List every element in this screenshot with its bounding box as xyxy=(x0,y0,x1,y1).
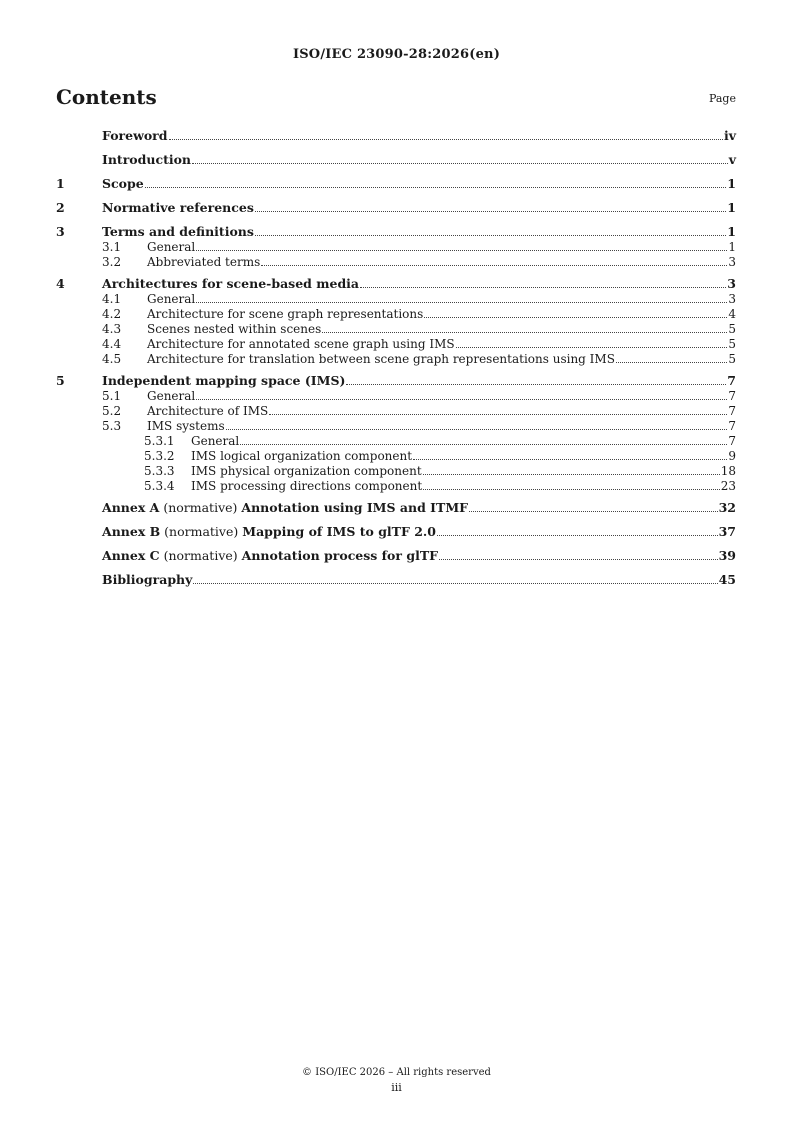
dot-leader xyxy=(346,384,726,385)
dot-leader xyxy=(193,583,717,584)
dot-leader xyxy=(169,139,723,140)
toc-entry-page: iv xyxy=(723,128,736,143)
toc-entry[interactable] xyxy=(56,480,736,492)
toc-entry-number: 2 xyxy=(56,200,65,215)
toc-entry-page: 3 xyxy=(728,255,736,269)
dot-leader xyxy=(240,444,727,445)
annex-title: Annotation using IMS and ITMF xyxy=(241,500,469,515)
toc-entry[interactable] xyxy=(56,405,736,417)
toc-entry-title: Introduction xyxy=(102,152,192,167)
toc-entry-number: 5.2 xyxy=(102,404,122,418)
toc-entry-number: 5 xyxy=(56,373,65,388)
toc-entry-title: IMS physical organization component xyxy=(191,464,422,478)
toc-entry[interactable] xyxy=(56,501,736,514)
toc-entry-title: Architectures for scene-based media xyxy=(102,276,360,291)
dot-leader xyxy=(616,362,727,363)
toc-entry-page: 1 xyxy=(727,176,736,191)
toc-entry-title: Abbreviated terms xyxy=(147,255,261,269)
toc-entry-number: 3.1 xyxy=(102,240,122,254)
toc-entry-page: 18 xyxy=(720,464,736,478)
toc-entry-page: 5 xyxy=(728,352,736,366)
toc-entry-page: 37 xyxy=(718,524,736,539)
toc-entry-page: 7 xyxy=(728,389,736,403)
annex-type: (normative) xyxy=(159,548,242,563)
toc-entry[interactable] xyxy=(56,201,736,214)
toc-entry[interactable] xyxy=(56,129,736,142)
dot-leader xyxy=(424,317,727,318)
dot-leader xyxy=(261,265,727,266)
page-column-label: Page xyxy=(708,92,736,105)
toc-entry[interactable] xyxy=(56,525,736,538)
annex-label: Annex B xyxy=(102,524,161,539)
toc-entry-number: 4.4 xyxy=(102,337,122,351)
toc-entry-page: 32 xyxy=(718,500,736,515)
toc-entry-title: Architecture for scene graph representations xyxy=(147,307,424,321)
annex-type: (normative) xyxy=(159,500,242,515)
toc-entry-page: 1 xyxy=(727,224,736,239)
toc-entry-number: 3.2 xyxy=(102,255,122,269)
toc-entry-number: 5.3.1 xyxy=(144,434,175,448)
dot-leader xyxy=(269,414,727,415)
toc-entry-number: 4.5 xyxy=(102,352,122,366)
toc-entry[interactable] xyxy=(56,338,736,350)
toc-entry[interactable] xyxy=(56,353,736,365)
toc-entry[interactable] xyxy=(56,374,736,387)
toc-entry-page: 39 xyxy=(718,548,736,563)
toc-entry-number: 1 xyxy=(56,176,65,191)
table-of-contents xyxy=(56,129,736,586)
dot-leader xyxy=(255,235,726,236)
toc-entry-title: Architecture for translation between scene graph representations using IMS xyxy=(147,352,615,366)
toc-entry[interactable] xyxy=(56,435,736,447)
page-number: iii xyxy=(391,1081,402,1094)
dot-leader xyxy=(145,187,727,188)
toc-entry-page: 5 xyxy=(728,322,736,336)
toc-entry-page: 7 xyxy=(728,404,736,418)
dot-leader xyxy=(322,332,727,333)
dot-leader xyxy=(255,211,726,212)
toc-entry-number: 5.3 xyxy=(102,419,122,433)
toc-entry-title: General xyxy=(147,240,196,254)
toc-entry[interactable] xyxy=(56,465,736,477)
annex-type: (normative) xyxy=(160,524,243,539)
toc-entry[interactable] xyxy=(56,256,736,268)
toc-entry-number: 4.2 xyxy=(102,307,122,321)
toc-entry[interactable] xyxy=(56,241,736,253)
toc-entry-title: Foreword xyxy=(102,128,168,143)
toc-entry-page: 7 xyxy=(728,434,736,448)
dot-leader xyxy=(439,559,718,560)
toc-entry-number: 4.3 xyxy=(102,322,122,336)
dot-leader xyxy=(196,399,727,400)
toc-entry-number: 4 xyxy=(56,276,65,291)
toc-entry-title: IMS processing directions component xyxy=(191,479,423,493)
toc-entry-page: 1 xyxy=(728,240,736,254)
toc-entry-title: Architecture of IMS xyxy=(147,404,269,418)
toc-entry-title: IMS logical organization component xyxy=(191,449,413,463)
toc-entry-title: Independent mapping space (IMS) xyxy=(102,373,346,388)
toc-entry[interactable] xyxy=(56,277,736,290)
toc-entry-title: General xyxy=(147,292,196,306)
toc-entry[interactable] xyxy=(56,323,736,335)
toc-entry-page: 23 xyxy=(720,479,736,493)
toc-entry[interactable] xyxy=(56,177,736,190)
toc-entry-title: Normative references xyxy=(102,200,254,215)
toc-entry[interactable] xyxy=(56,420,736,432)
document-id-header: ISO/IEC 23090-28:2026(en) xyxy=(292,47,501,62)
toc-entry[interactable] xyxy=(56,293,736,305)
toc-entry[interactable] xyxy=(56,153,736,166)
toc-entry-title: Architecture for annotated scene graph using IMS xyxy=(147,337,455,351)
toc-entry-page: 7 xyxy=(728,419,736,433)
toc-entry-page: 5 xyxy=(728,337,736,351)
contents-title: Contents xyxy=(56,85,157,109)
toc-entry[interactable] xyxy=(56,308,736,320)
dot-leader xyxy=(413,459,727,460)
toc-entry-page: 1 xyxy=(727,200,736,215)
dot-leader xyxy=(196,302,727,303)
dot-leader xyxy=(437,535,718,536)
toc-entry-number: 5.3.2 xyxy=(144,449,175,463)
toc-entry-number: 5.1 xyxy=(102,389,122,403)
toc-entry-number: 5.3.3 xyxy=(144,464,175,478)
annex-title: Annotation process for glTF xyxy=(241,548,438,563)
toc-entry-page: 45 xyxy=(718,572,736,587)
toc-entry-title: IMS systems xyxy=(147,419,225,433)
toc-entry-title: General xyxy=(191,434,240,448)
annex-title: Mapping of IMS to glTF 2.0 xyxy=(242,524,436,539)
toc-entry-page: 9 xyxy=(728,449,736,463)
toc-entry-number: 3 xyxy=(56,224,65,239)
toc-entry-title: Scenes nested within scenes xyxy=(147,322,322,336)
copyright-notice: © ISO/IEC 2026 – All rights reserved xyxy=(302,1067,491,1078)
toc-entry-title: Terms and definitions xyxy=(102,224,254,239)
toc-entry[interactable] xyxy=(56,573,736,586)
toc-entry-title xyxy=(102,549,438,562)
toc-entry-title xyxy=(102,501,468,514)
toc-entry-title: General xyxy=(147,389,196,403)
toc-entry-page: 7 xyxy=(727,373,736,388)
toc-entry-title: Scope xyxy=(102,176,144,191)
toc-entry-number: 5.3.4 xyxy=(144,479,175,493)
dot-leader xyxy=(469,511,718,512)
toc-entry-title xyxy=(102,525,436,538)
dot-leader xyxy=(423,489,720,490)
toc-entry-page: 4 xyxy=(728,307,736,321)
annex-label: Annex C xyxy=(102,548,160,563)
page-footer xyxy=(0,1067,793,1094)
toc-entry-page: 3 xyxy=(728,292,736,306)
toc-entry-number: 4.1 xyxy=(102,292,122,306)
toc-entry-page: v xyxy=(728,152,736,167)
dot-leader xyxy=(456,347,728,348)
dot-leader xyxy=(192,163,728,164)
toc-entry-title: Bibliography xyxy=(102,572,193,587)
dot-leader xyxy=(360,287,726,288)
dot-leader xyxy=(423,474,720,475)
dot-leader xyxy=(196,250,727,251)
toc-entry-page: 3 xyxy=(727,276,736,291)
toc-entry[interactable] xyxy=(56,390,736,402)
toc-entry[interactable] xyxy=(56,549,736,562)
toc-entry[interactable] xyxy=(56,450,736,462)
dot-leader xyxy=(226,429,728,430)
toc-entry[interactable] xyxy=(56,225,736,238)
annex-label: Annex A xyxy=(102,500,160,515)
